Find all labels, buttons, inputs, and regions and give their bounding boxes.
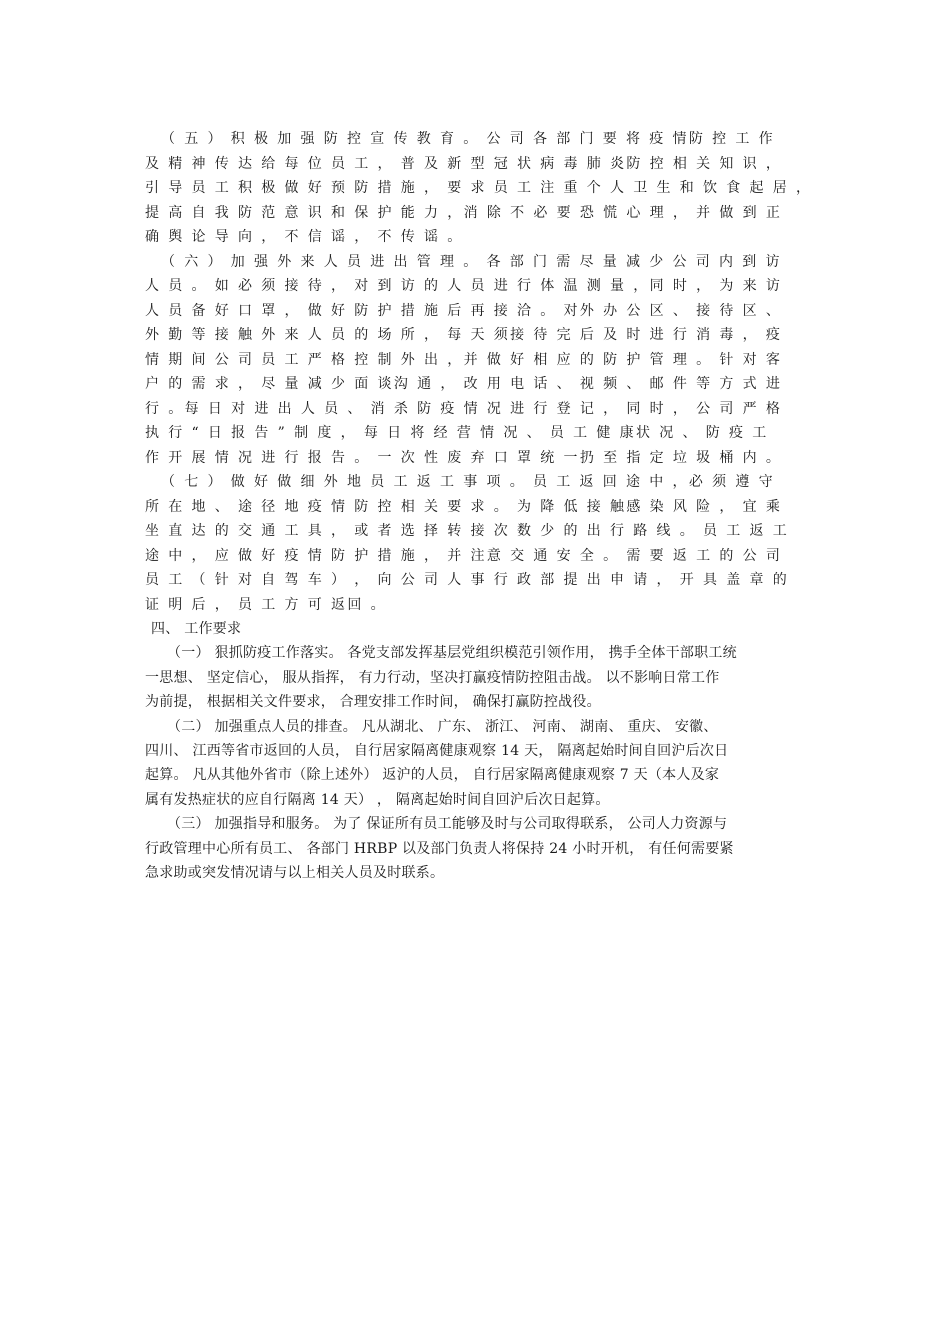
paragraph-line: 急求助或突发情况请与以上相关人员及时联系。 <box>145 864 445 881</box>
section-four-work-requirements <box>145 617 815 885</box>
paragraph-line: 作 开 展 情 况 进 行 报 告 。 一 次 性 废 弃 口 罩 统 一扔 至 指 定 垃 圾 桶 内 。 <box>145 449 783 466</box>
paragraph-line: 四川、 江西等省市返回的人员， 自行居家隔离健康观察 14 天， 隔离起始时间自回沪后次日 <box>145 742 729 759</box>
paragraph-line: 员 工 （ 针 对 自 驾 车 ） ， 向 公 司 人 事 行 政 部 提 出 申 请 ， 开 具 盖 章 的 <box>145 572 790 588</box>
paragraph-line: 执 行 “ 日 报 告 ” 制 度 ， 每 日 将 经 营 情 况 、 员 工 健 康状 况 、 防 疫 工 <box>145 425 769 441</box>
paragraph-line: 一思想、 坚定信心， 服从指挥， 有力行动，坚决打赢疫情防控阻击战。 以不影响日常工作 <box>145 669 720 686</box>
paragraph-line: 户 的 需 求 ， 尽 量 减 少 面 谈沟 通 ， 改 用 电 话 、 视 频 、 邮 件 等 方 式 进 <box>145 376 783 392</box>
paragraph-line: 途 中 ， 应 做 好 疫 情 防 护 措 施 ， 并 注意 交 通 安 全 。 需 要 返 工 的 公 司 <box>145 547 783 564</box>
paragraph-line: 确 舆 论 导 向 ， 不 信 谣 ， 不 传 谣 。 <box>145 229 464 245</box>
paragraph-line: （三） 加强指导和服务。 为了 保证所有员工能够及时与公司取得联系， 公司人力资源与 <box>167 816 728 833</box>
document-page <box>145 127 815 885</box>
paragraph-line: （ 五 ） 积 极 加 强 防 控 宣 传 教 育 。 公 司 各 部 门 要 将 疫 情防 控 工 作 <box>161 131 776 147</box>
paragraph-line: 人 员 备 好 口 罩 ， 做 好 防 护 措 施 后 再 接 洽 。 对外 办 公 区 、 接 待 区 、 <box>145 302 783 319</box>
paragraph-line: 外 勤 等 接 触 外 来 人 员 的 场 所 ， 每 天 须接 待 完 后 及 时 进 行 消 毒 ， 疫 <box>145 327 783 343</box>
paragraph-line: （ 六 ） 加 强 外 来 人 员 进 出 管 理 。 各 部 门 需 尽 量 减 少 公 司 内 到 访 <box>161 253 782 270</box>
paragraph-line: 提 高 自 我 防 范 意 识 和 保 护 能 力 ，消 除 不 必 要 恐 慌 心 理 ， 并 做 到 正 <box>145 204 783 221</box>
paragraph-line: 为前提， 根据相关文件要求， 合理安排工作时间， 确保打赢防控战役。 <box>145 694 601 711</box>
paragraph-line: 人 员 。 如 必 须 接 待 ， 对 到 访 的 人 员 进 行 体 温 测 量 ，同 时 ， 为 来 访 <box>145 278 783 294</box>
paragraph-line: 所 在 地 、 途 径 地 疫 情 防 控 相 关 要 求 。 为 降 低 接 触感 染 风 险 ， 宜 乘 <box>145 498 783 515</box>
paragraph-line: 行 。每 日 对 进 出 人 员 、 消 杀 防 疫 情 况 进 行 登 记 ， 同 时 ， 公 司 严 格 <box>145 400 783 417</box>
section-heading: 四、 工作要求 <box>151 621 242 637</box>
paragraph-line: 情 期 间 公 司 员 工 严 格 控 制 外 出 ，并 做 好 相 应 的 防 护 管 理 。 针 对 客 <box>145 351 783 368</box>
paragraph-line: 属有发热症状的应自行隔离 14 天） ， 隔离起始时间自回沪后次日起算。 <box>145 791 610 808</box>
paragraph-line: 引 导 员 工 积 极 做 好 预 防 措 施 ， 要 求 员 工 注 重 个 人 卫 生 和 饮 食 起 居 ， <box>145 180 813 196</box>
section-items-five-to-seven <box>145 127 815 617</box>
paragraph-line: 起算。 凡从其他外省市（除上述外） 返沪的人员， 自行居家隔离健康观察 7 天（本人及家 <box>145 767 720 784</box>
paragraph-line: （ 七 ） 做 好 做 细 外 地 员 工 返 工 事 项 。 员 工 返 回 途 中 ，必 须 遵 守 <box>161 474 776 490</box>
paragraph-line: （二） 加强重点人员的排查。 凡从湖北、 广东、 浙江、 河南、 湖南、 重庆、 安徽、 <box>167 718 718 735</box>
paragraph-line: 及 精 神 传 达 给 每 位 员 工 ， 普 及 新 型 冠 状 病 毒 肺 炎防 控 相 关 知 识 ， <box>145 155 783 172</box>
paragraph-line: 证 明 后 ， 员 工 方 可 返回 。 <box>145 596 388 613</box>
paragraph-line: 坐 直 达 的 交 通 工 具 ， 或 者 选 择 转 接 次 数 少 的 出 行 路 线 。 员 工 返 工 <box>145 523 790 539</box>
paragraph-line: 行政管理中心所有员工、 各部门 HRBP 以及部门负责人将保持 24 小时开机， 有任何需要紧 <box>145 840 734 857</box>
paragraph-line: （一） 狠抓防疫工作落实。 各党支部发挥基层党组织模范引领作用， 携手全体干部职工统 <box>167 645 737 662</box>
